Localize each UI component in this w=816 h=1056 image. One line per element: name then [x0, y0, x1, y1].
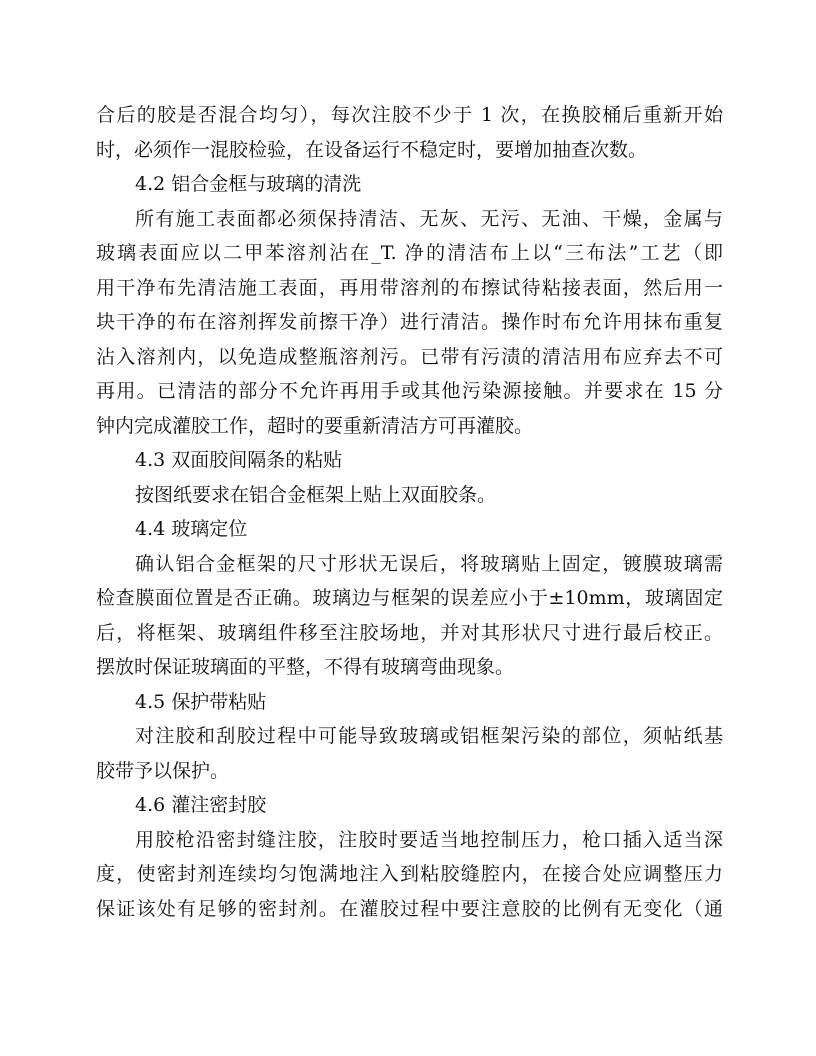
text-line: 确认铝合金框架的尺寸形状无误后，将玻璃贴上固定，镀膜玻璃需	[135, 552, 723, 575]
text-line: 钟内完成灌胶工作，超时的要重新清洁方可再灌胶。	[96, 414, 534, 437]
text-line: 后，将框架、玻璃组件移至注胶场地，并对其形状尺寸进行最后校正。	[96, 621, 723, 644]
text-line: 按图纸要求在铝合金框架上贴上双面胶条。	[135, 483, 497, 506]
text-line: 块干净的布在溶剂挥发前擦干净）进行清洁。操作时布允许用抹布重复	[96, 311, 723, 333]
section-heading: 4.5 保护带粘贴	[135, 690, 267, 713]
text-line: 合后的胶是否混合均匀），每次注胶不少于 1 次，在换胶桶后重新开始	[96, 104, 723, 126]
text-line: 玻璃表面应以二甲苯溶剂沾在_T. 净的清洁布上以“三布法”工艺（即	[96, 242, 723, 264]
section-heading: 4.2 铝合金框与玻璃的清洗	[135, 173, 362, 195]
section-heading: 4.6 灌注密封胶	[135, 794, 267, 816]
document-page	[96, 98, 723, 926]
text-line: 度，使密封剂连续均匀饱满地注入到粘胶缝腔内，在接合处应调整压力	[96, 863, 723, 885]
text-line: 保证该处有足够的密封剂。在灌胶过程中要注意胶的比例有无变化（通	[96, 897, 723, 920]
text-line: 所有施工表面都必须保持清洁、无灰、无污、无油、干燥，金属与	[135, 207, 723, 230]
text-line: 再用。已清洁的部分不允许再用手或其他污染源接触。并要求在 15 分	[96, 380, 723, 402]
text-line: 用干净布先清洁施工表面，再用带溶剂的布擦试待粘接表面，然后用一	[96, 276, 723, 299]
section-heading: 4.4 玻璃定位	[135, 518, 248, 540]
text-line: 时，必须作一混胶检验，在设备运行不稳定时，要增加抽查次数。	[96, 138, 648, 161]
text-line: 对注胶和刮胶过程中可能导致玻璃或铝框架污染的部位，须帖纸基	[135, 725, 723, 747]
section-heading: 4.3 双面胶间隔条的粘贴	[135, 449, 343, 471]
text-line: 检查膜面位置是否正确。玻璃边与框架的误差应小于±10mm，玻璃固定	[96, 587, 723, 609]
text-line: 用胶枪沿密封缝注胶，注胶时要适当地控制压力，枪口插入适当深	[135, 828, 723, 851]
text-line: 摆放时保证玻璃面的平整，不得有玻璃弯曲现象。	[96, 656, 515, 678]
text-line: 胶带予以保护。	[96, 759, 230, 782]
text-line: 沾入溶剂内，以免造成整瓶溶剂污。已带有污渍的清洁用布应弃去不可	[96, 345, 723, 368]
